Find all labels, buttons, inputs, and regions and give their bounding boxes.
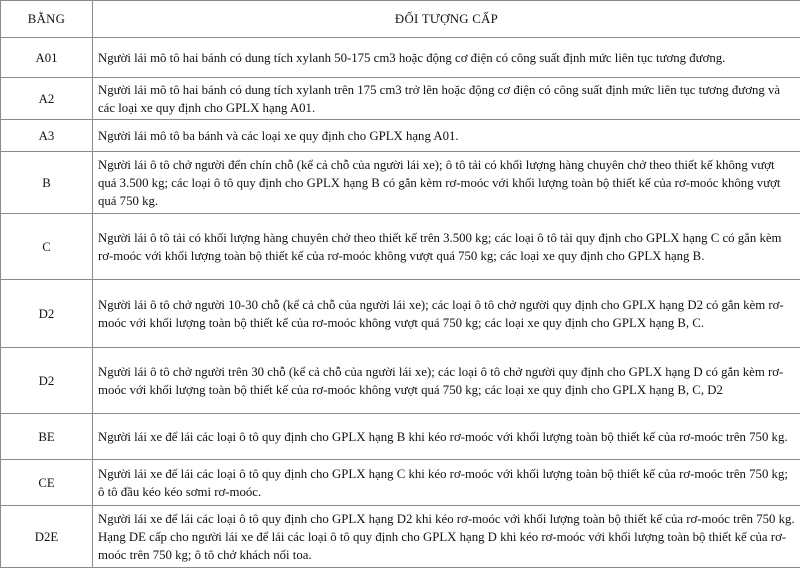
table-row [1, 152, 800, 214]
table-row [1, 506, 800, 568]
license-class-code: D2E [1, 506, 93, 568]
table-header-row [1, 1, 800, 38]
license-class-code: A3 [1, 120, 93, 152]
license-class-description: Người lái mô tô hai bánh có dung tích xylanh trên 175 cm3 trở lên hoặc động cơ điện có công suất định mức liên tục tương đương và các loại xe quy định cho GPLX hạng A01. [93, 78, 800, 120]
table-row [1, 214, 800, 280]
table-row [1, 348, 800, 414]
header-license-class: BẰNG [1, 1, 93, 38]
license-class-description: Người lái ô tô chở người đến chín chỗ (kể cả chỗ của người lái xe); ô tô tải có khối lượng hàng chuyên chở theo thiết kế không vượt quá 3.500 kg; các loại ô tô quy định cho GPLX hạng B có gắn kèm rơ-moóc với khối lượng toàn bộ thiết kế của rơ-moóc không vượt quá 750 kg. [93, 152, 800, 214]
license-class-description: Người lái ô tô chở người trên 30 chỗ (kể cả chỗ của người lái xe); các loại ô tô chở người quy định cho GPLX hạng D có gắn kèm rơ-moóc với khối lượng toàn bộ thiết kế của rơ-moóc không vượt quá 750 kg; các loại xe quy định cho GPLX hạng B, C, D2 [93, 348, 800, 414]
license-class-description: Người lái mô tô ba bánh và các loại xe quy định cho GPLX hạng A01. [93, 120, 800, 152]
header-eligible-subjects: ĐỐI TƯỢNG CẤP [93, 1, 800, 38]
license-class-description: Người lái ô tô chở người 10-30 chỗ (kể cả chỗ của người lái xe); các loại ô tô chở người quy định cho GPLX hạng D2 có gắn kèm rơ-moóc với khối lượng toàn bộ thiết kế của rơ-moóc không vượt quá 750 kg; các loại xe quy định cho GPLX hạng B, C. [93, 280, 800, 348]
table-row [1, 38, 800, 78]
license-class-description: Người lái xe để lái các loại ô tô quy định cho GPLX hạng C khi kéo rơ-moóc với khối lượng toàn bộ thiết kế của rơ-moóc trên 750 kg; ô tô đầu kéo kéo sơmi rơ-moóc. [93, 460, 800, 506]
table-row [1, 78, 800, 120]
license-class-code: A2 [1, 78, 93, 120]
license-class-code: B [1, 152, 93, 214]
license-class-code: C [1, 214, 93, 280]
table-row [1, 414, 800, 460]
license-class-description: Người lái xe để lái các loại ô tô quy định cho GPLX hạng B khi kéo rơ-moóc với khối lượng toàn bộ thiết kế của rơ-moóc trên 750 kg. [93, 414, 800, 460]
table-row [1, 460, 800, 506]
license-class-code: D2 [1, 280, 93, 348]
license-class-description: Người lái ô tô tải có khối lượng hàng chuyên chở theo thiết kế trên 3.500 kg; các loại ô tô tải quy định cho GPLX hạng C có gắn kèm rơ-moóc với khối lượng toàn bộ thiết kế của rơ-moóc không vượt quá 750 kg; các loại xe quy định cho GPLX hạng B. [93, 214, 800, 280]
table-row [1, 120, 800, 152]
license-class-description: Người lái xe để lái các loại ô tô quy định cho GPLX hạng D2 khi kéo rơ-moóc với khối lượng toàn bộ thiết kế của rơ-moóc trên 750 kg. Hạng DE cấp cho người lái xe để lái các loại ô tô quy định cho GPLX hạng D khi kéo rơ-moóc với khối lượng toàn bộ thiết kế của rơ-moóc trên 750 kg; ô tô chở khách nối toa. [93, 506, 800, 568]
license-class-code: A01 [1, 38, 93, 78]
license-class-code: CE [1, 460, 93, 506]
license-class-code: D2 [1, 348, 93, 414]
license-class-code: BE [1, 414, 93, 460]
table-row [1, 280, 800, 348]
license-class-description: Người lái mô tô hai bánh có dung tích xylanh 50-175 cm3 hoặc động cơ điện có công suất định mức liên tục tương đương. [93, 38, 800, 78]
